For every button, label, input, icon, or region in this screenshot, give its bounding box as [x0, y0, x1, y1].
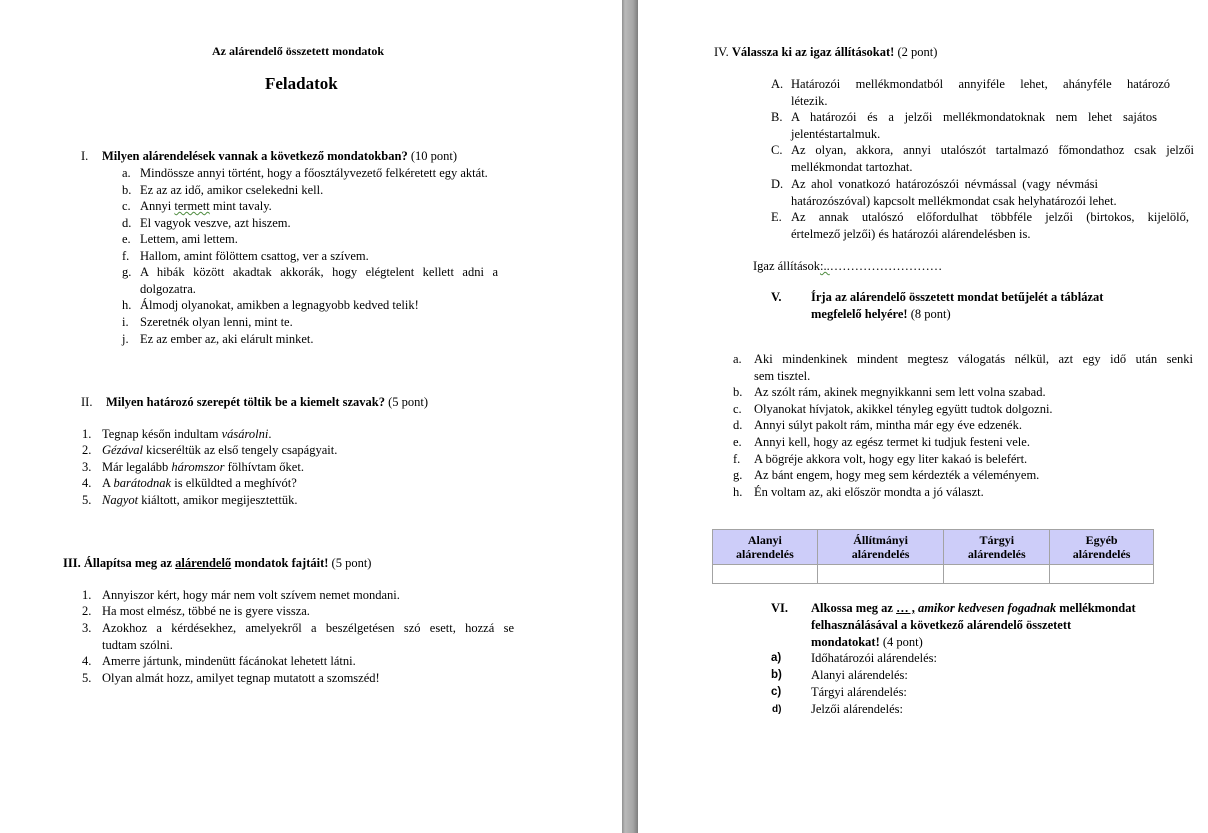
- list-marker: j.: [122, 332, 129, 346]
- list-marker: 3.: [82, 460, 92, 474]
- item-text: Ha most elmész, többé ne is gyere vissza.: [102, 604, 310, 618]
- list-marker: 2.: [82, 443, 92, 457]
- header-line: Egyéb: [1085, 533, 1118, 547]
- section-number: V.: [771, 290, 782, 304]
- item-text-continued: mellékmondat tartozhat.: [791, 160, 913, 174]
- item-text: Az annak utalószó előfordulhat többféle jelzői (birtokos, kijelölő,: [791, 210, 1189, 224]
- list-marker: 1.: [82, 427, 92, 441]
- table-header-row: [713, 530, 1154, 565]
- table-cell-allitmanyi[interactable]: [817, 565, 944, 584]
- document-title: Az alárendelő összetett mondatok: [212, 44, 385, 58]
- classification-table: [712, 529, 1154, 584]
- header-line: Alanyi: [747, 533, 782, 547]
- list-marker: 1.: [82, 588, 92, 602]
- item-text: Az olyan, akkora, annyi utalószót tartalmazó főmondathoz csak jelzői: [791, 143, 1194, 157]
- text-run: Állapítsa meg az: [83, 556, 176, 570]
- item-text: Annyi kell, hogy az egész termet ki tudjuk festeni vele.: [754, 435, 1030, 449]
- item-text: Én voltam az, aki először mondta a jó választ.: [754, 485, 984, 499]
- highlighted-word: háromszor: [171, 460, 225, 474]
- list-marker: h.: [733, 485, 743, 499]
- item-text-continued: határozószóval) kapcsolt mellékmondat csak helyhatározói lehet.: [791, 194, 1117, 208]
- text-run: mellékmondat: [1056, 601, 1136, 615]
- item-text: Aki mindenkinek mindent megtesz válogatás nélkül, azt egy idő után senki: [754, 352, 1193, 366]
- italic-clause: amikor kedvesen fogadnak: [914, 601, 1057, 615]
- item-text: Az szólt rám, akinek megnyikkanni sem lett volna szabad.: [754, 385, 1046, 399]
- text-run: Már legalább: [102, 460, 172, 474]
- item-text: El vagyok veszve, azt hiszem.: [140, 216, 291, 230]
- list-marker: b.: [122, 183, 132, 197]
- list-marker: a): [771, 652, 782, 664]
- section-points: (2 pont): [897, 45, 938, 59]
- item-text-continued: létezik.: [791, 94, 828, 108]
- spelling-marked-word: :..: [820, 259, 830, 273]
- section-number: VI.: [771, 601, 789, 615]
- item-text-continued: jelentéstartalmuk.: [791, 127, 881, 141]
- list-marker: f.: [122, 249, 130, 263]
- header-line: alárendelés: [967, 547, 1026, 561]
- list-marker: 4.: [82, 476, 92, 490]
- page-gutter: [622, 0, 638, 833]
- item-text: Tárgyi alárendelés:: [811, 685, 907, 699]
- section-title: Milyen alárendelések vannak a következő mondatokban?: [102, 149, 408, 163]
- list-marker: a.: [733, 352, 742, 366]
- text-run: is elküldted a meghívót?: [171, 476, 297, 490]
- text-run: Tegnap későn indultam: [102, 427, 222, 441]
- item-text: [102, 475, 297, 492]
- item-text: Olyanokat hívjatok, akikkel tényleg együtt tudtok dolgozni.: [754, 402, 1053, 416]
- table-cell-egyeb[interactable]: [1050, 565, 1154, 584]
- item-text: Szeretnék olyan lenni, mint te.: [140, 315, 293, 329]
- item-text: [102, 492, 297, 509]
- list-marker: f.: [733, 452, 741, 466]
- text-run: mondatok fajtáit!: [231, 556, 329, 570]
- section-title-line: [811, 306, 951, 323]
- section-title: [84, 556, 329, 570]
- item-text: A határozói és a jelzői mellékmondatoknak nem lehet sajátos: [791, 110, 1157, 124]
- item-text: Alanyi alárendelés:: [811, 668, 908, 682]
- table-header-alanyi: [713, 530, 818, 565]
- list-marker: i.: [122, 315, 129, 329]
- item-text: [102, 442, 337, 459]
- header-line: alárendelés: [735, 547, 794, 561]
- page-heading: Feladatok: [265, 74, 338, 93]
- highlighted-word: Gézával: [102, 443, 143, 457]
- item-text: Lettem, ami lettem.: [140, 232, 238, 246]
- header-line: Tárgyi: [979, 533, 1015, 547]
- item-text-continued: tudtam szólni.: [102, 638, 173, 652]
- list-marker: 5.: [82, 671, 92, 685]
- item-text: Amerre jártunk, mindenütt fácánokat lehetett látni.: [102, 654, 356, 668]
- section-number: IV.: [714, 45, 729, 59]
- section-number: II.: [81, 395, 93, 409]
- list-marker: g.: [733, 468, 743, 482]
- item-text: Az ahol vonatkozó határozószói névmással (vagy névmási: [791, 177, 1098, 191]
- header-line: alárendelés: [1072, 547, 1131, 561]
- section-title: Válassza ki az igaz állításokat!: [731, 45, 895, 59]
- section-title-continued: mondatokat!: [811, 635, 880, 649]
- item-text: Ez az az idő, amikor cselekedni kell.: [140, 183, 324, 197]
- section-title: Írja az alárendelő összetett mondat betűjelét a táblázat: [811, 290, 1104, 304]
- text-run: Annyi: [140, 199, 175, 213]
- text-run: Alkossa meg az: [811, 601, 897, 615]
- header-line: Állítmányi: [853, 533, 908, 547]
- item-text-continued: dolgozatra.: [140, 282, 196, 296]
- section-title-line: [106, 394, 428, 411]
- list-marker: C.: [771, 143, 783, 157]
- list-marker: 3.: [82, 621, 92, 635]
- list-marker: c.: [122, 199, 131, 213]
- section-title: Milyen határozó szerepét töltik be a kiemelt szavak?: [106, 395, 386, 409]
- list-marker: d): [772, 704, 782, 715]
- table-cell-targyi[interactable]: [944, 565, 1050, 584]
- section-title-continued: megfelelő helyére!: [811, 307, 908, 321]
- item-text: Ez az ember az, aki elárult minket.: [140, 332, 314, 346]
- section-points: (10 pont): [410, 149, 458, 163]
- item-text-continued: sem tisztel.: [754, 369, 811, 383]
- list-marker: e.: [122, 232, 131, 246]
- section-title-line: [811, 634, 923, 651]
- item-text: Az bánt engem, hogy meg sem kérdezték a véleményem.: [754, 468, 1040, 482]
- highlighted-word: vásárolni: [221, 427, 269, 441]
- list-marker: c): [771, 686, 782, 698]
- underlined-word: alárendelő: [175, 556, 232, 570]
- underlined-ellipsis: … ,: [896, 601, 915, 615]
- table-header-targyi: [944, 530, 1050, 565]
- section-title-line: [102, 148, 457, 165]
- section-points: (4 pont): [882, 635, 923, 649]
- item-text: Annyiszor kért, hogy már nem volt szívem nemet mondani.: [102, 588, 400, 602]
- item-text: A hibák között akadtak akkorák, hogy elégtelent kellett adni a: [140, 265, 498, 279]
- item-text: Jelzői alárendelés:: [811, 702, 903, 716]
- text-run: .: [268, 427, 272, 441]
- text-run: fölhívtam őket.: [224, 460, 304, 474]
- table-cell-alanyi[interactable]: [713, 565, 818, 584]
- section-title-line: [63, 555, 371, 572]
- list-marker: B.: [771, 110, 783, 124]
- list-marker: 4.: [82, 654, 92, 668]
- text-run: mint tavaly.: [209, 199, 272, 213]
- section-title-continued: felhasználásával a következő alárendelő összetett: [811, 618, 1072, 632]
- answer-line: [753, 258, 942, 275]
- spelling-marked-word: termett: [174, 199, 210, 213]
- table-header-allitmanyi: [817, 530, 944, 565]
- list-marker: b.: [733, 385, 743, 399]
- list-marker: E.: [771, 210, 782, 224]
- item-text: Hallom, amint fölöttem csattog, ver a szívem.: [140, 249, 369, 263]
- item-text: Álmodj olyanokat, amikben a legnagyobb kedved telik!: [140, 298, 419, 312]
- list-marker: A.: [771, 77, 784, 91]
- section-points: (8 pont): [910, 307, 951, 321]
- item-text: [102, 426, 271, 443]
- item-text: Olyan almát hozz, amilyet tegnap mutatott a szomszéd!: [102, 671, 380, 685]
- highlighted-word: barátodnak: [113, 476, 172, 490]
- item-text: [140, 198, 272, 215]
- header-line: alárendelés: [851, 547, 910, 561]
- table-row: [713, 565, 1154, 584]
- item-text: [102, 459, 304, 476]
- list-marker: b): [771, 669, 782, 681]
- section-number: III.: [63, 556, 81, 570]
- list-marker: g.: [122, 265, 132, 279]
- item-text-continued: értelmező jelzői) és határozói alárendelésben is.: [791, 227, 1031, 241]
- item-text: Időhatározói alárendelés:: [811, 651, 937, 665]
- section-title-line: [714, 44, 937, 61]
- section-points: (5 pont): [388, 395, 429, 409]
- item-text: A bögréje akkora volt, hogy egy liter kakaó is belefért.: [754, 452, 1028, 466]
- list-marker: d.: [122, 216, 132, 230]
- item-text: Azokhoz a kérdésekhez, amelyekről a beszélgetésen szó esett, hozzá se: [102, 621, 514, 635]
- page-right: [638, 0, 1208, 833]
- list-marker: e.: [733, 435, 742, 449]
- section-title: [811, 600, 1136, 617]
- section-number: I.: [81, 149, 89, 163]
- text-run: kiáltott, amikor megijesztettük.: [138, 493, 298, 507]
- list-marker: 5.: [82, 493, 92, 507]
- item-text: Mindössze annyi történt, hogy a főosztályvezető felkéretett egy aktát.: [140, 166, 488, 180]
- list-marker: c.: [733, 402, 742, 416]
- section-points: (5 pont): [331, 556, 372, 570]
- list-marker: 2.: [82, 604, 92, 618]
- list-marker: d.: [733, 418, 743, 432]
- list-marker: a.: [122, 166, 131, 180]
- item-text: Annyi súlyt pakolt rám, mintha már egy éve edzenék.: [754, 418, 1022, 432]
- item-text: Határozói mellékmondatból annyiféle lehet, ahányféle határozó: [791, 77, 1170, 91]
- table-header-egyeb: [1050, 530, 1154, 565]
- list-marker: h.: [122, 298, 132, 312]
- highlighted-word: Nagyot: [102, 493, 139, 507]
- answer-dots: ………………………: [829, 259, 943, 273]
- text-run: kicseréltük az első tengely csapágyait.: [142, 443, 338, 457]
- text-run: A: [102, 476, 114, 490]
- list-marker: D.: [771, 177, 784, 191]
- answer-label: Igaz állítások: [753, 259, 820, 273]
